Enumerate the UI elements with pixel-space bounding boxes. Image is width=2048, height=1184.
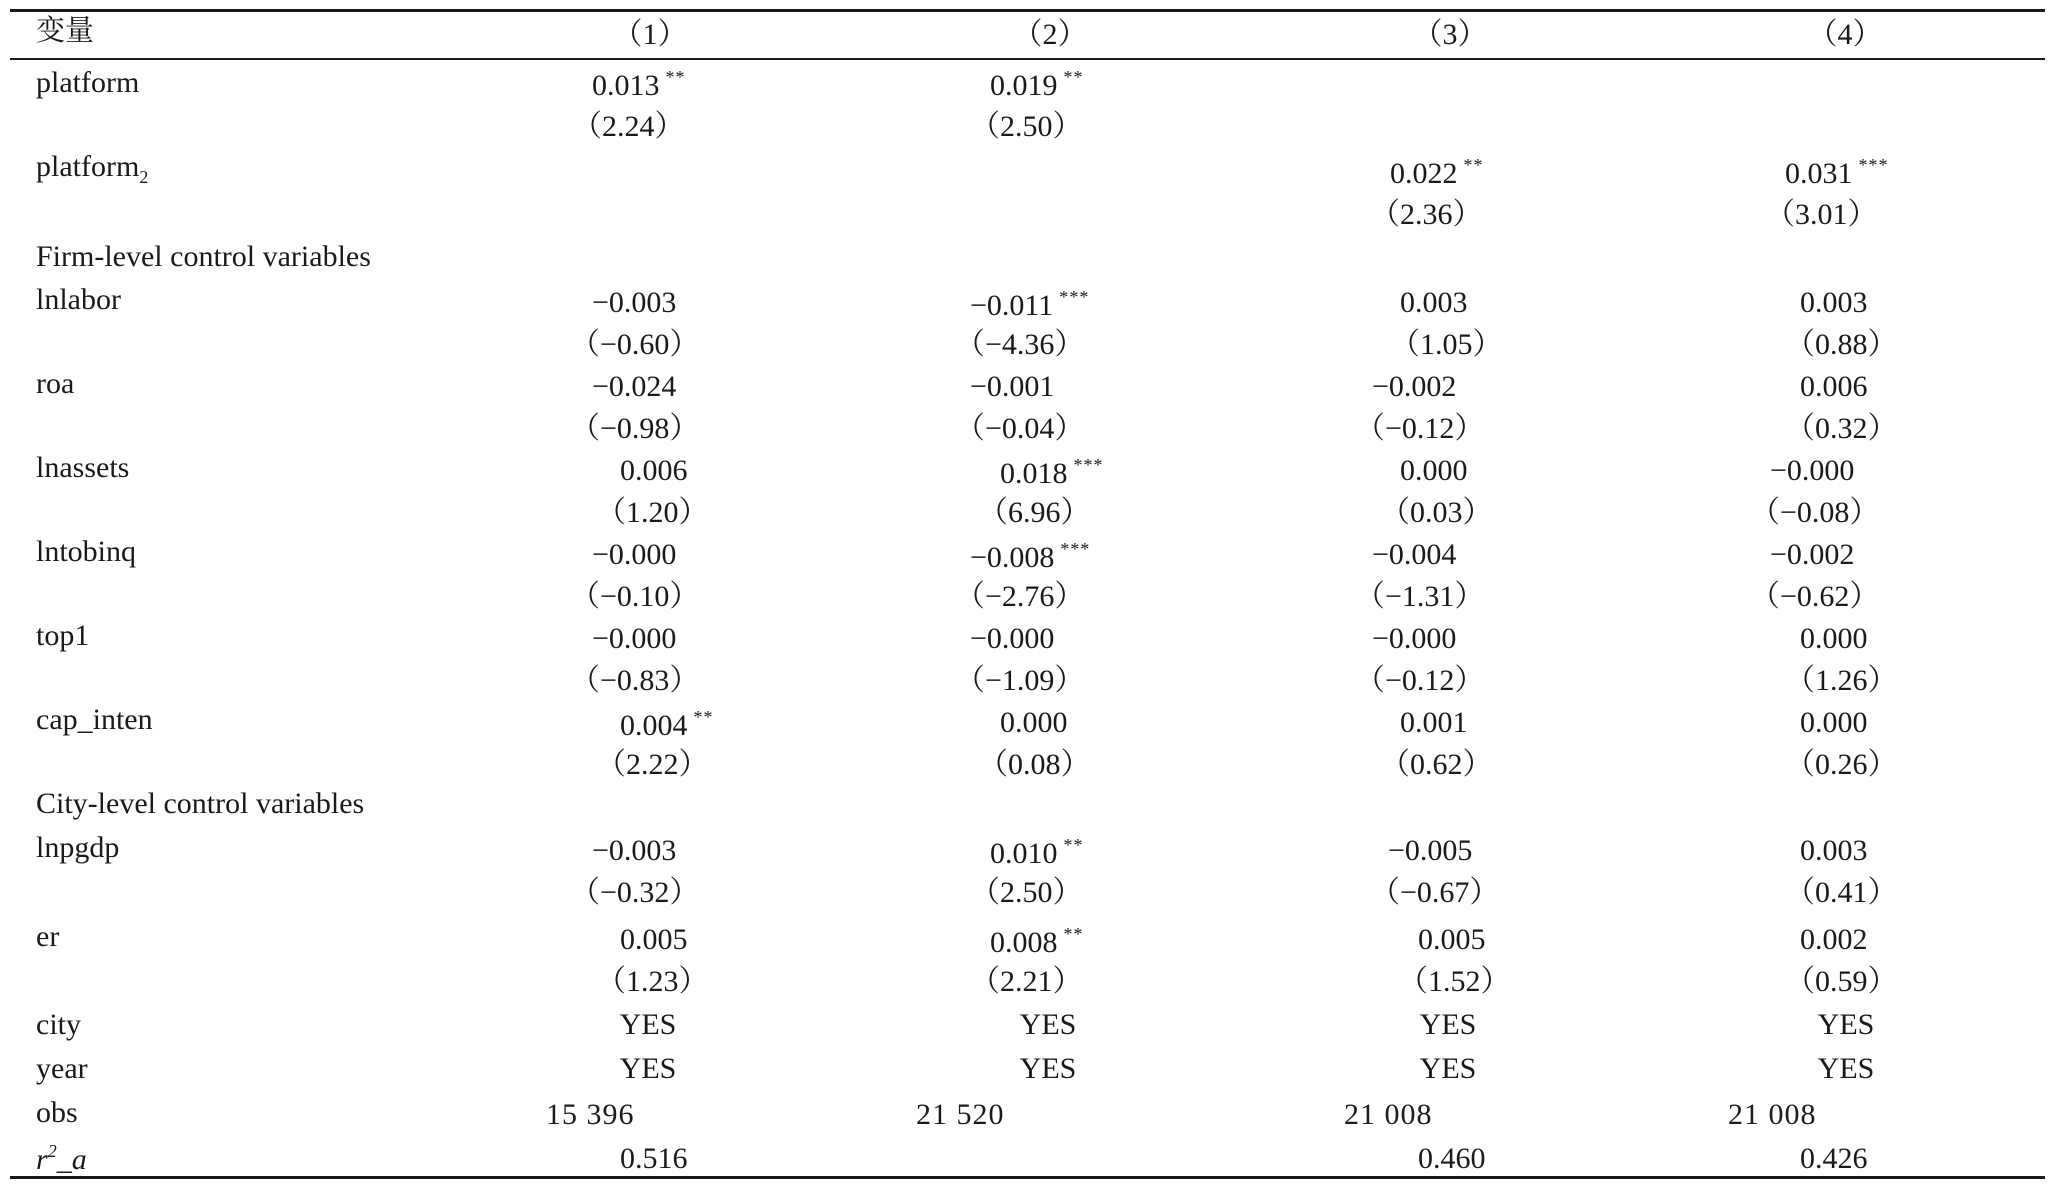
cell-city-c2: YES	[1019, 1008, 1077, 1041]
cell-roa-c1: −0.024	[592, 370, 677, 403]
cell-lnassets-t2: （6.96）	[978, 496, 1091, 529]
cell-lnpgdp-c3: −0.005	[1388, 834, 1473, 867]
cell-lnassets-c1: 0.006	[620, 454, 688, 487]
cell-lnlabor-c2: −0.011 ***	[970, 287, 1090, 322]
cell-er-t3: （1.52）	[1398, 965, 1511, 998]
section-city-level: City-level control variables	[36, 787, 365, 820]
cell-lntobinq-c2: −0.008 ***	[970, 539, 1091, 574]
cell-top1-t3: （−0.12）	[1355, 664, 1485, 697]
row-label-cap-inten: cap_inten	[36, 703, 153, 736]
row-label-year: year	[36, 1052, 88, 1085]
cell-roa-c2: −0.001	[970, 370, 1055, 403]
row-label-r2-a: $r^2\_a$	[36, 1141, 87, 1176]
cell-lntobinq-c1: −0.000	[592, 538, 677, 571]
cell-roa-t1: （−0.98）	[570, 412, 700, 445]
cell-er-t4: （0.59）	[1785, 965, 1898, 998]
cell-year-c1: YES	[619, 1052, 677, 1085]
cell-cap-inten-c2: 0.000	[1000, 706, 1068, 739]
cell-cap-inten-c1: 0.004 **	[620, 707, 714, 742]
cell-lntobinq-t4: （−0.62）	[1750, 580, 1880, 613]
cell-cap-inten-t3: （0.62）	[1380, 748, 1493, 781]
cell-roa-t4: （0.32）	[1785, 412, 1898, 445]
cell-lnlabor-t4: （0.88）	[1785, 328, 1898, 361]
cell-top1-t2: （−1.09）	[955, 664, 1085, 697]
cell-top1-c2: −0.000	[970, 622, 1055, 655]
cell-year-c2: YES	[1019, 1052, 1077, 1085]
cell-roa-t2: （−0.04）	[955, 412, 1085, 445]
cell-obs-c2: 21 520	[916, 1098, 1005, 1131]
cell-er-t2: （2.21）	[970, 965, 1083, 998]
cell-city-c1: YES	[619, 1008, 677, 1041]
cell-er-c1: 0.005	[620, 923, 688, 956]
cell-lnlabor-c1: −0.003	[592, 286, 677, 319]
cell-roa-t3: （−0.12）	[1355, 412, 1485, 445]
cell-er-c3: 0.005	[1418, 923, 1486, 956]
cell-lnpgdp-t4: （0.41）	[1785, 876, 1898, 909]
cell-city-c3: YES	[1419, 1008, 1477, 1041]
cell-lntobinq-t2: （−2.76）	[955, 580, 1085, 613]
cell-lnassets-t4: （−0.08）	[1750, 496, 1880, 529]
cell-cap-inten-c4: 0.000	[1800, 706, 1868, 739]
cell-top1-t4: （1.26）	[1785, 664, 1898, 697]
cell-lnassets-t3: （0.03）	[1380, 496, 1493, 529]
cell-lnpgdp-c4: 0.003	[1800, 834, 1868, 867]
cell-lnassets-t1: （1.20）	[596, 496, 709, 529]
cell-er-c4: 0.002	[1800, 923, 1868, 956]
cell-year-c4: YES	[1817, 1052, 1875, 1085]
cell-top1-c1: −0.000	[592, 622, 677, 655]
cell-lntobinq-t1: （−0.10）	[570, 580, 700, 613]
cell-top1-t1: （−0.83）	[570, 664, 700, 697]
cell-obs-c1: 15 396	[546, 1098, 635, 1131]
cell-roa-c4: 0.006	[1800, 370, 1868, 403]
row-label-platform2: platform$_2$	[36, 150, 149, 187]
cell-cap-inten-t4: （0.26）	[1785, 748, 1898, 781]
cell-lnlabor-c3: 0.003	[1400, 286, 1468, 319]
cell-platform2-c4: 0.031 ***	[1785, 155, 1889, 190]
table-header-rule	[10, 58, 2045, 60]
cell-r2-c3: 0.460	[1418, 1142, 1486, 1175]
cell-lnpgdp-c1: −0.003	[592, 834, 677, 867]
cell-top1-c4: 0.000	[1800, 622, 1868, 655]
cell-roa-c3: −0.002	[1372, 370, 1457, 403]
cell-top1-c3: −0.000	[1372, 622, 1457, 655]
header-col-3: （3）	[1412, 18, 1488, 51]
section-firm-level: Firm-level control variables	[36, 240, 371, 273]
cell-lnassets-c4: −0.000	[1770, 454, 1855, 487]
cell-platform2-t3: （2.36）	[1370, 198, 1483, 231]
row-label-lnlabor: lnlabor	[36, 283, 121, 316]
cell-platform-t1: （2.24）	[572, 110, 685, 143]
cell-cap-inten-t2: （0.08）	[978, 748, 1091, 781]
cell-lnlabor-t2: （−4.36）	[955, 328, 1085, 361]
cell-er-c2: 0.008 **	[990, 924, 1084, 959]
cell-city-c4: YES	[1817, 1008, 1875, 1041]
cell-year-c3: YES	[1419, 1052, 1477, 1085]
row-label-lntobinq: lntobinq	[36, 535, 137, 568]
row-label-top1: top1	[36, 619, 90, 652]
row-label-platform: platform	[36, 66, 140, 99]
cell-lntobinq-c3: −0.004	[1372, 538, 1457, 571]
row-label-lnassets: lnassets	[36, 451, 130, 484]
cell-platform-c1: 0.013 **	[592, 67, 686, 102]
row-label-city: city	[36, 1008, 81, 1041]
cell-lntobinq-c4: −0.002	[1770, 538, 1855, 571]
cell-lnpgdp-t3: （−0.67）	[1370, 876, 1500, 909]
cell-obs-c3: 21 008	[1344, 1098, 1433, 1131]
cell-cap-inten-t1: （2.22）	[596, 748, 709, 781]
cell-lntobinq-t3: （−1.31）	[1355, 580, 1485, 613]
header-variable: 变量	[36, 13, 95, 47]
row-label-er: er	[36, 920, 60, 953]
cell-cap-inten-c3: 0.001	[1400, 706, 1468, 739]
header-col-4: （4）	[1807, 18, 1883, 51]
cell-platform2-t4: （3.01）	[1765, 198, 1878, 231]
cell-platform-c2: 0.019 **	[990, 67, 1084, 102]
cell-lnlabor-t3: （1.05）	[1390, 328, 1503, 361]
cell-lnassets-c3: 0.000	[1400, 454, 1468, 487]
cell-lnlabor-c4: 0.003	[1800, 286, 1868, 319]
table-top-rule	[10, 9, 2045, 12]
header-col-1: （1）	[612, 18, 688, 51]
cell-lnpgdp-t1: （−0.32）	[570, 876, 700, 909]
row-label-roa: roa	[36, 367, 75, 400]
table-bottom-rule	[10, 1176, 2045, 1179]
row-label-lnpgdp: lnpgdp	[36, 831, 120, 864]
cell-lnlabor-t1: （−0.60）	[570, 328, 700, 361]
row-label-obs: obs	[36, 1096, 78, 1129]
cell-obs-c4: 21 008	[1728, 1098, 1817, 1131]
cell-lnpgdp-t2: （2.50）	[970, 876, 1083, 909]
cell-r2-c1: 0.516	[620, 1142, 688, 1175]
cell-platform2-c3: 0.022 **	[1390, 155, 1484, 190]
cell-lnassets-c2: 0.018 ***	[1000, 455, 1104, 490]
cell-platform-t2: （2.50）	[970, 110, 1083, 143]
header-col-2: （2）	[1012, 18, 1088, 51]
cell-lnpgdp-c2: 0.010 **	[990, 835, 1084, 870]
cell-er-t1: （1.23）	[596, 965, 709, 998]
cell-r2-c4: 0.426	[1800, 1142, 1868, 1175]
